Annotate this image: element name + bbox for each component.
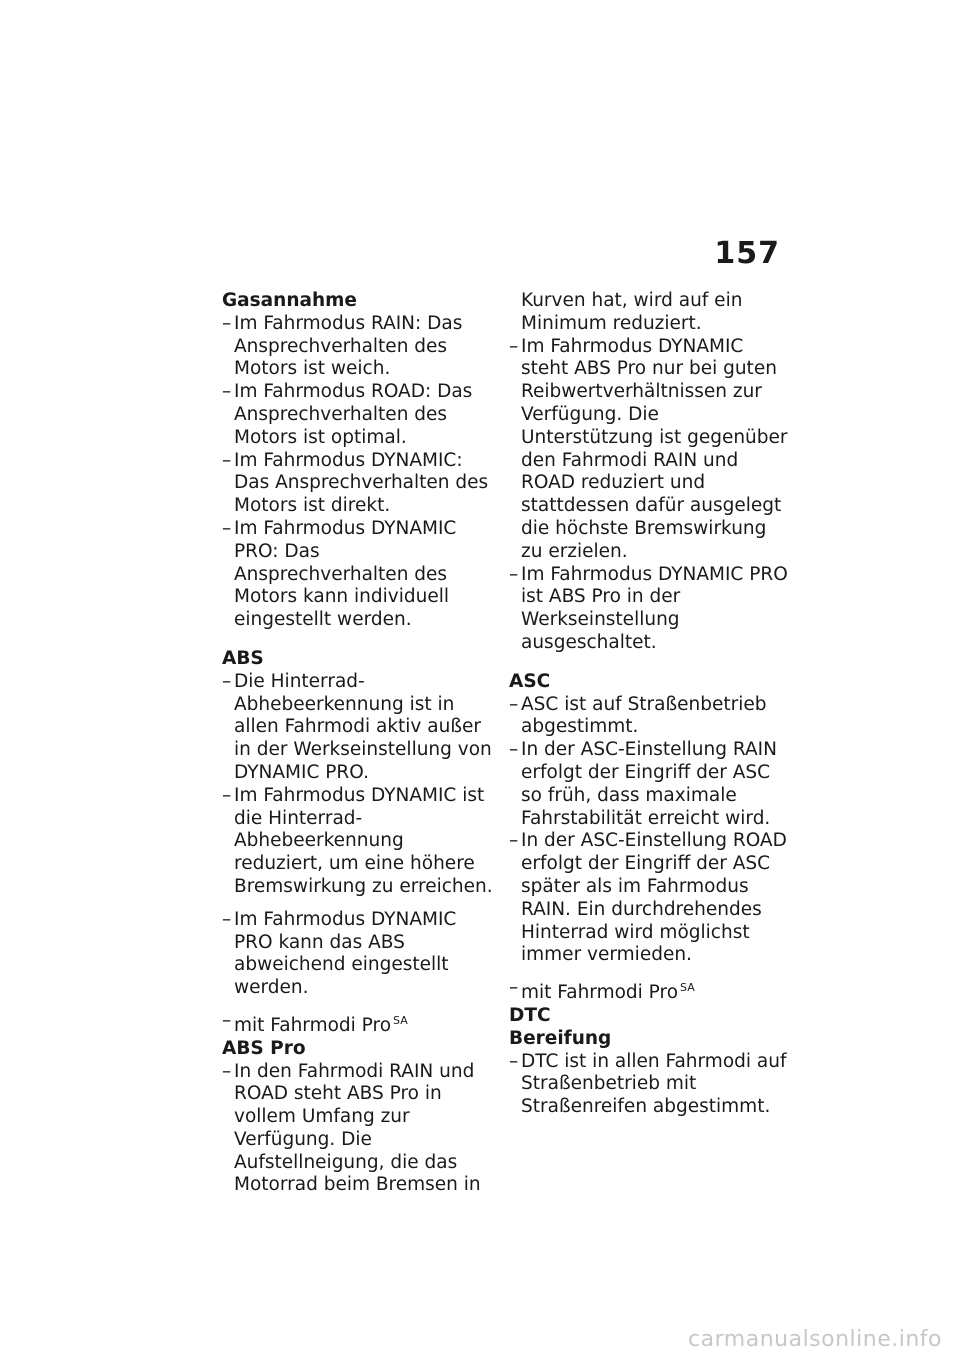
equipment-note: – mit Fahrmodi Pro $^{SA}$ <box>222 1009 408 1036</box>
list-item: – Im Fahrmodus DYNAMIC PRO ist ABS Pro in der Werkseinstellung ausgeschaltet. <box>509 563 788 653</box>
heading-gasannahme: Gasannahme <box>222 290 357 311</box>
heading-asc: ASC <box>509 670 551 692</box>
heading-abs-pro: ABS Pro <box>222 1037 306 1059</box>
list-item: – DTC ist in allen Fahrmodi auf Straßenbetrieb mit Straßenreifen abgestimmt. <box>509 1050 787 1118</box>
list-item: – Im Fahrmodus DYNAMIC steht ABS Pro nur bei guten Reibwertverhältnissen zur Verfügung. Die Unterstützung ist gegenüber den Fahrmodi RAIN und ROAD reduziert und stattdessen dafür ausgelegt die höchste Bremswirkung zu erzielen. <box>509 335 788 562</box>
right-column <box>509 290 791 1119</box>
left-column <box>222 290 494 1197</box>
watermark: carmanualsonline.info <box>688 1327 942 1352</box>
list-item: – In der ASC-Einstellung ROAD erfolgt der Eingriff der ASC später als im Fahrmodus RAIN. Ein durchdrehendes Hinterrad wird möglichst immer vermieden. <box>509 830 787 966</box>
heading-bereifung: Bereifung <box>509 1027 612 1049</box>
list-item: – ASC ist auf Straßenbetrieb abgestimmt. <box>509 693 767 738</box>
list-item: – Im Fahrmodus DYNAMIC PRO kann das ABS abweichend eingestellt werden. <box>222 908 457 999</box>
list-item: – In der ASC-Einstellung RAIN erfolgt der Eingriff der ASC so früh, dass maximale Fahrstabilität erreicht wird. <box>509 739 777 829</box>
sa-marker: SA <box>680 981 695 995</box>
list-item: – Im Fahrmodus DYNAMIC ist die Hinterrad-Abhebeerkennung reduziert, um eine höhere Bremswirkung zu erreichen. <box>222 784 493 897</box>
list-item: – Im Fahrmodus ROAD: Das Ansprechverhalten des Motors ist optimal. <box>222 381 473 448</box>
continuation-text: Kurven hat, wird auf ein Minimum reduziert. <box>521 290 743 334</box>
list-item: – In den Fahrmodi RAIN und ROAD steht ABS Pro in vollem Umfang zur Verfügung. Die Aufstellneigung, die das Motorrad beim Bremsen in <box>222 1060 481 1196</box>
list-item: – Im Fahrmodus DYNAMIC: Das Ansprechverhalten des Motors ist direkt. <box>222 449 489 517</box>
list-item: – Die Hinterrad-Abhebeerkennung ist in allen Fahrmodi aktiv außer in der Werkseinstellung von DYNAMIC PRO. <box>222 670 492 783</box>
heading-abs: ABS <box>222 647 264 669</box>
list-item: – Im Fahrmodus DYNAMIC PRO: Das Ansprechverhalten des Motors kann individuell eingestellt werden. <box>222 517 457 631</box>
heading-dtc: DTC <box>509 1004 551 1026</box>
page-number: 157 <box>714 236 780 271</box>
sa-marker: SA <box>393 1013 408 1027</box>
list-item: – Im Fahrmodus RAIN: Das Ansprechverhalten des Motors ist weich. <box>222 312 463 380</box>
equipment-note: – mit Fahrmodi Pro $^{SA}$ <box>509 977 695 1004</box>
